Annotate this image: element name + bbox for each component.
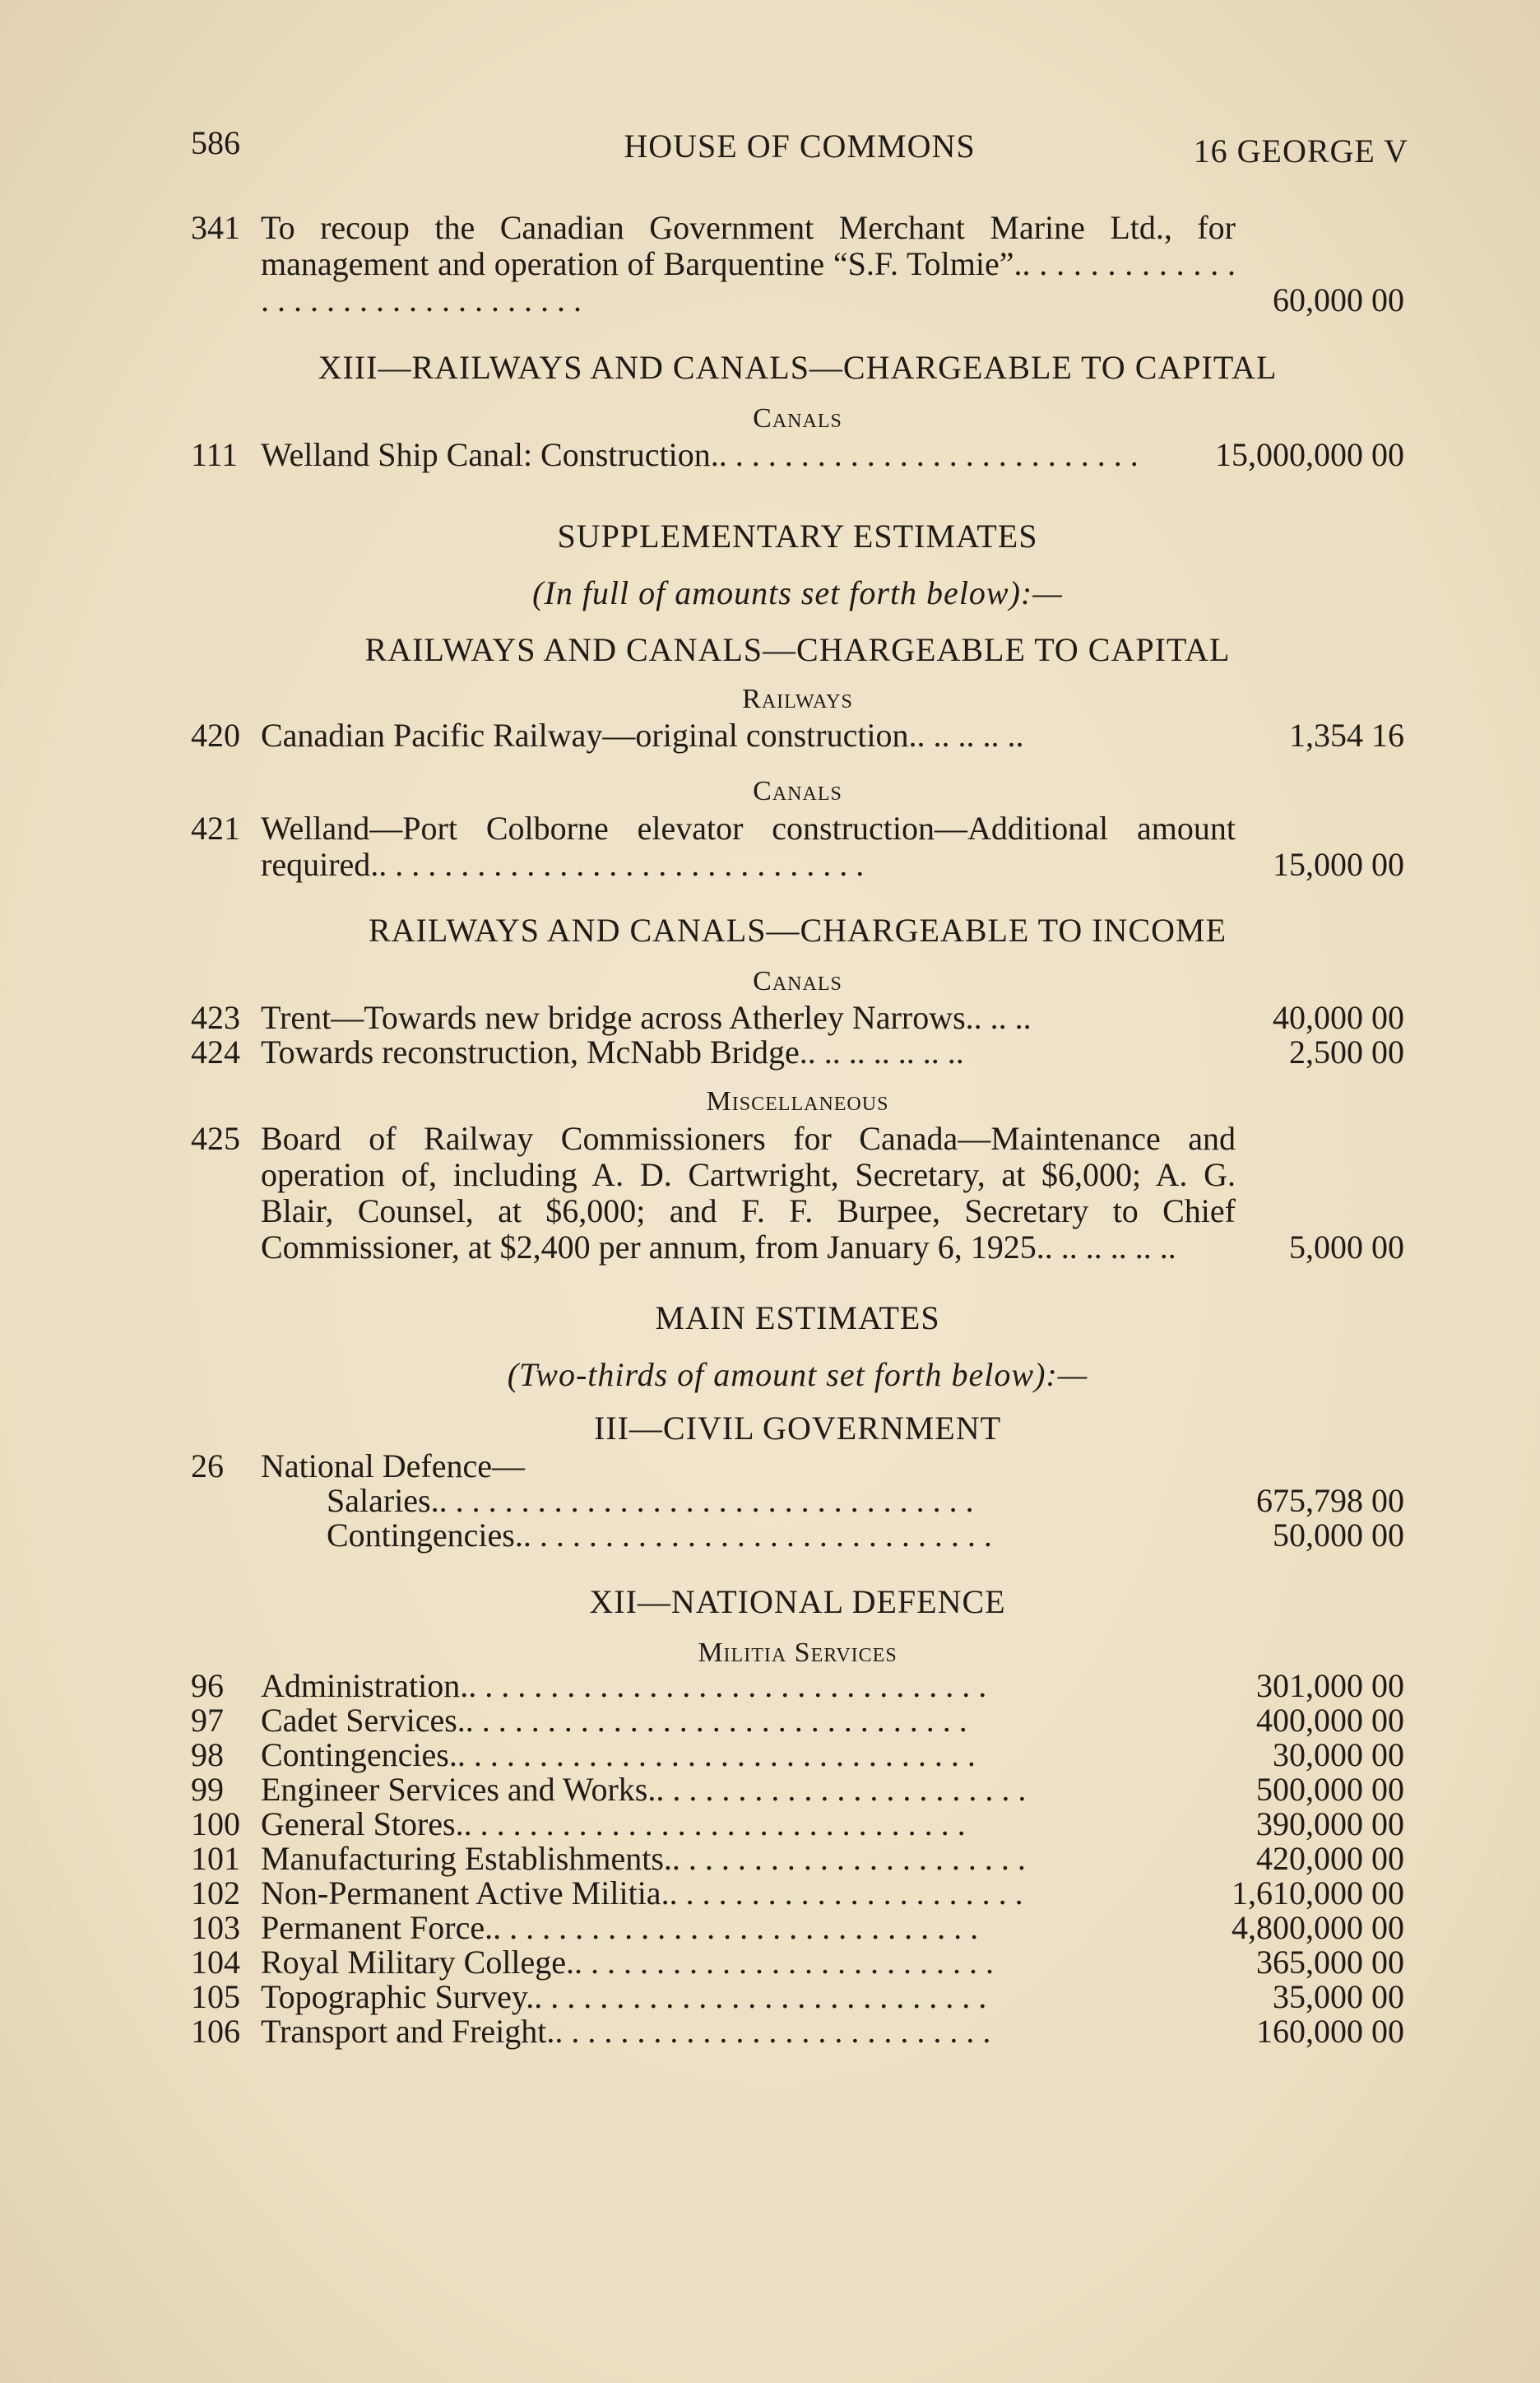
item-111	[191, 438, 1404, 472]
item-amount: 1,610,000 00	[1232, 1874, 1404, 1912]
item-number: 103	[191, 1909, 240, 1946]
item-number: 425	[191, 1120, 240, 1157]
item-amount: 15,000 00	[1273, 846, 1404, 883]
item-number: 423	[191, 999, 240, 1036]
item-label: Cadet Services.. . . . . . . . . . . . . . . . . . . . . . . . . . . . . . .	[261, 1702, 967, 1739]
section-heading: RAILWAYS AND CANALS—CHARGEABLE TO CAPITAL	[364, 631, 1231, 668]
item-number: 341	[191, 209, 240, 246]
subsection-heading: Miscellaneous	[706, 1086, 889, 1117]
page-title: HOUSE OF COMMONS	[624, 128, 976, 165]
item-number: 99	[191, 1771, 224, 1808]
item-number: 106	[191, 2013, 240, 2050]
item-amount: 675,798 00	[1256, 1482, 1404, 1519]
item-26	[191, 1449, 1404, 1484]
subsection-heading: Canals	[753, 403, 842, 434]
item-number: 98	[191, 1736, 224, 1773]
item-amount: 5,000 00	[1289, 1229, 1404, 1266]
item-label: National Defence—	[261, 1447, 525, 1484]
estimates-body	[191, 210, 1404, 2049]
item-421	[191, 811, 1404, 883]
item-label: Salaries.. . . . . . . . . . . . . . . . . . . . . . . . . . . . . . . . .	[327, 1482, 974, 1519]
item-number: 421	[191, 810, 240, 847]
item-text: Board of Railway Commissioners for Canada—Maintenance and operation of, including A. D. Cartwright, Secretary, at $6,000; A. G. Blair, Counsel, at $6,000; and F. F. Burpee, Secretary to Chief Commissioner, at $2,400 per annum, from January 6, 1925.. .. .. .. .. ..	[261, 1120, 1236, 1266]
item-number: 101	[191, 1840, 240, 1877]
militia-item	[191, 1772, 1404, 1807]
item-label: Contingencies.. . . . . . . . . . . . . . . . . . . . . . . . . . . . . . . .	[261, 1736, 976, 1773]
item-label: Administration.. . . . . . . . . . . . . . . . . . . . . . . . . . . . . . . .	[261, 1667, 987, 1704]
item-text: To recoup the Canadian Government Merchant Marine Ltd., for management and operation of Barquentine “S.F. Tolmie”.. . . . . . . . . . . . . . . . . . . . . . . . . . . . . . . . .	[261, 209, 1236, 318]
militia-services-list	[191, 1669, 1404, 2049]
item-number: 105	[191, 1978, 240, 2015]
item-amount: 301,000 00	[1256, 1667, 1404, 1704]
item-amount: 365,000 00	[1256, 1944, 1404, 1981]
item-number: 97	[191, 1702, 224, 1739]
item-amount: 420,000 00	[1256, 1840, 1404, 1877]
item-26-contingencies	[191, 1518, 1404, 1553]
page-number: 586	[191, 124, 240, 161]
item-341	[191, 210, 1404, 318]
militia-item	[191, 1738, 1404, 1772]
subsection-heading: Militia Services	[698, 1637, 898, 1668]
item-label: General Stores.. . . . . . . . . . . . . . . . . . . . . . . . . . . . . . .	[261, 1805, 966, 1842]
militia-item	[191, 1911, 1404, 1945]
item-label: Trent—Towards new bridge across Atherley Narrows.. .. ..	[261, 999, 1032, 1036]
item-label: Manufacturing Establishments.. . . . . . . . . . . . . . . . . . . . . .	[261, 1840, 1026, 1877]
section-heading: RAILWAYS AND CANALS—CHARGEABLE TO INCOME	[368, 912, 1227, 949]
item-label: Royal Military College.. . . . . . . . . . . . . . . . . . . . . . . . . .	[261, 1944, 995, 1981]
item-amount: 35,000 00	[1273, 1978, 1404, 2015]
page-header	[191, 123, 1408, 173]
item-amount: 160,000 00	[1256, 2013, 1404, 2050]
item-420	[191, 718, 1404, 753]
item-label: Non-Permanent Active Militia.. . . . . . . . . . . . . . . . . . . . . .	[261, 1874, 1023, 1912]
item-label: Engineer Services and Works.. . . . . . . . . . . . . . . . . . . . . . .	[261, 1771, 1027, 1808]
supplementary-note: (In full of amounts set forth below):—	[532, 574, 1063, 611]
main-estimates-title: MAIN ESTIMATES	[655, 1299, 940, 1336]
militia-item	[191, 2014, 1404, 2049]
item-number: 100	[191, 1805, 240, 1842]
militia-item	[191, 1980, 1404, 2014]
item-number: 111	[191, 436, 239, 473]
item-number: 104	[191, 1944, 240, 1981]
item-label: Permanent Force.. . . . . . . . . . . . . . . . . . . . . . . . . . . . . .	[261, 1909, 979, 1946]
item-label: Transport and Freight.. . . . . . . . . . . . . . . . . . . . . . . . . . .	[261, 2013, 991, 2050]
item-amount: 40,000 00	[1273, 999, 1404, 1036]
militia-item	[191, 1807, 1404, 1842]
militia-item	[191, 1842, 1404, 1876]
section-heading: XIII—RAILWAYS AND CANALS—CHARGEABLE TO CAPITAL	[318, 349, 1278, 386]
item-amount: 4,800,000 00	[1232, 1909, 1404, 1946]
militia-item	[191, 1945, 1404, 1980]
supplementary-title: SUPPLEMENTARY ESTIMATES	[557, 518, 1038, 555]
item-label: Contingencies.. . . . . . . . . . . . . . . . . . . . . . . . . . . . .	[327, 1517, 992, 1554]
item-label: Welland Ship Canal: Construction.. . . . . . . . . . . . . . . . . . . . . . . . . .	[261, 436, 1139, 473]
militia-item	[191, 1669, 1404, 1703]
item-label: Topographic Survey.. . . . . . . . . . . . . . . . . . . . . . . . . . . .	[261, 1978, 987, 2015]
item-amount: 2,500 00	[1289, 1034, 1404, 1071]
item-number: 96	[191, 1667, 224, 1704]
item-number: 26	[191, 1447, 224, 1484]
item-text: Welland—Port Colborne elevator construction—Additional amount required.. . . . . . . . . . . . . . . . . . . . . . . . . . . . . .	[261, 810, 1236, 883]
item-424	[191, 1035, 1404, 1070]
item-amount: 400,000 00	[1256, 1702, 1404, 1739]
militia-item	[191, 1876, 1404, 1911]
session-label: 16 GEORGE V	[1193, 132, 1408, 170]
item-label: Canadian Pacific Railway—original construction.. .. .. .. ..	[261, 717, 1024, 754]
subsection-heading: Canals	[753, 776, 842, 806]
item-423	[191, 1001, 1404, 1035]
item-label: Towards reconstruction, McNabb Bridge.. .. .. .. .. .. ..	[261, 1034, 964, 1071]
item-number: 424	[191, 1034, 240, 1071]
section-heading: XII—NATIONAL DEFENCE	[589, 1583, 1006, 1620]
item-amount: 1,354 16	[1289, 717, 1404, 754]
main-estimates-note: (Two-thirds of amount set forth below):—	[507, 1356, 1088, 1393]
item-number: 102	[191, 1874, 240, 1912]
section-heading: III—CIVIL GOVERNMENT	[593, 1410, 1002, 1447]
item-amount: 500,000 00	[1256, 1771, 1404, 1808]
item-amount: 15,000,000 00	[1215, 436, 1404, 473]
item-26-salaries	[191, 1484, 1404, 1518]
item-amount: 60,000 00	[1273, 281, 1404, 318]
subsection-heading: Railways	[742, 684, 853, 714]
item-number: 420	[191, 717, 240, 754]
subsection-heading: Canals	[753, 966, 842, 996]
item-425	[191, 1121, 1404, 1266]
item-amount: 30,000 00	[1273, 1736, 1404, 1773]
item-amount: 50,000 00	[1273, 1517, 1404, 1554]
item-amount: 390,000 00	[1256, 1805, 1404, 1842]
militia-item	[191, 1703, 1404, 1738]
